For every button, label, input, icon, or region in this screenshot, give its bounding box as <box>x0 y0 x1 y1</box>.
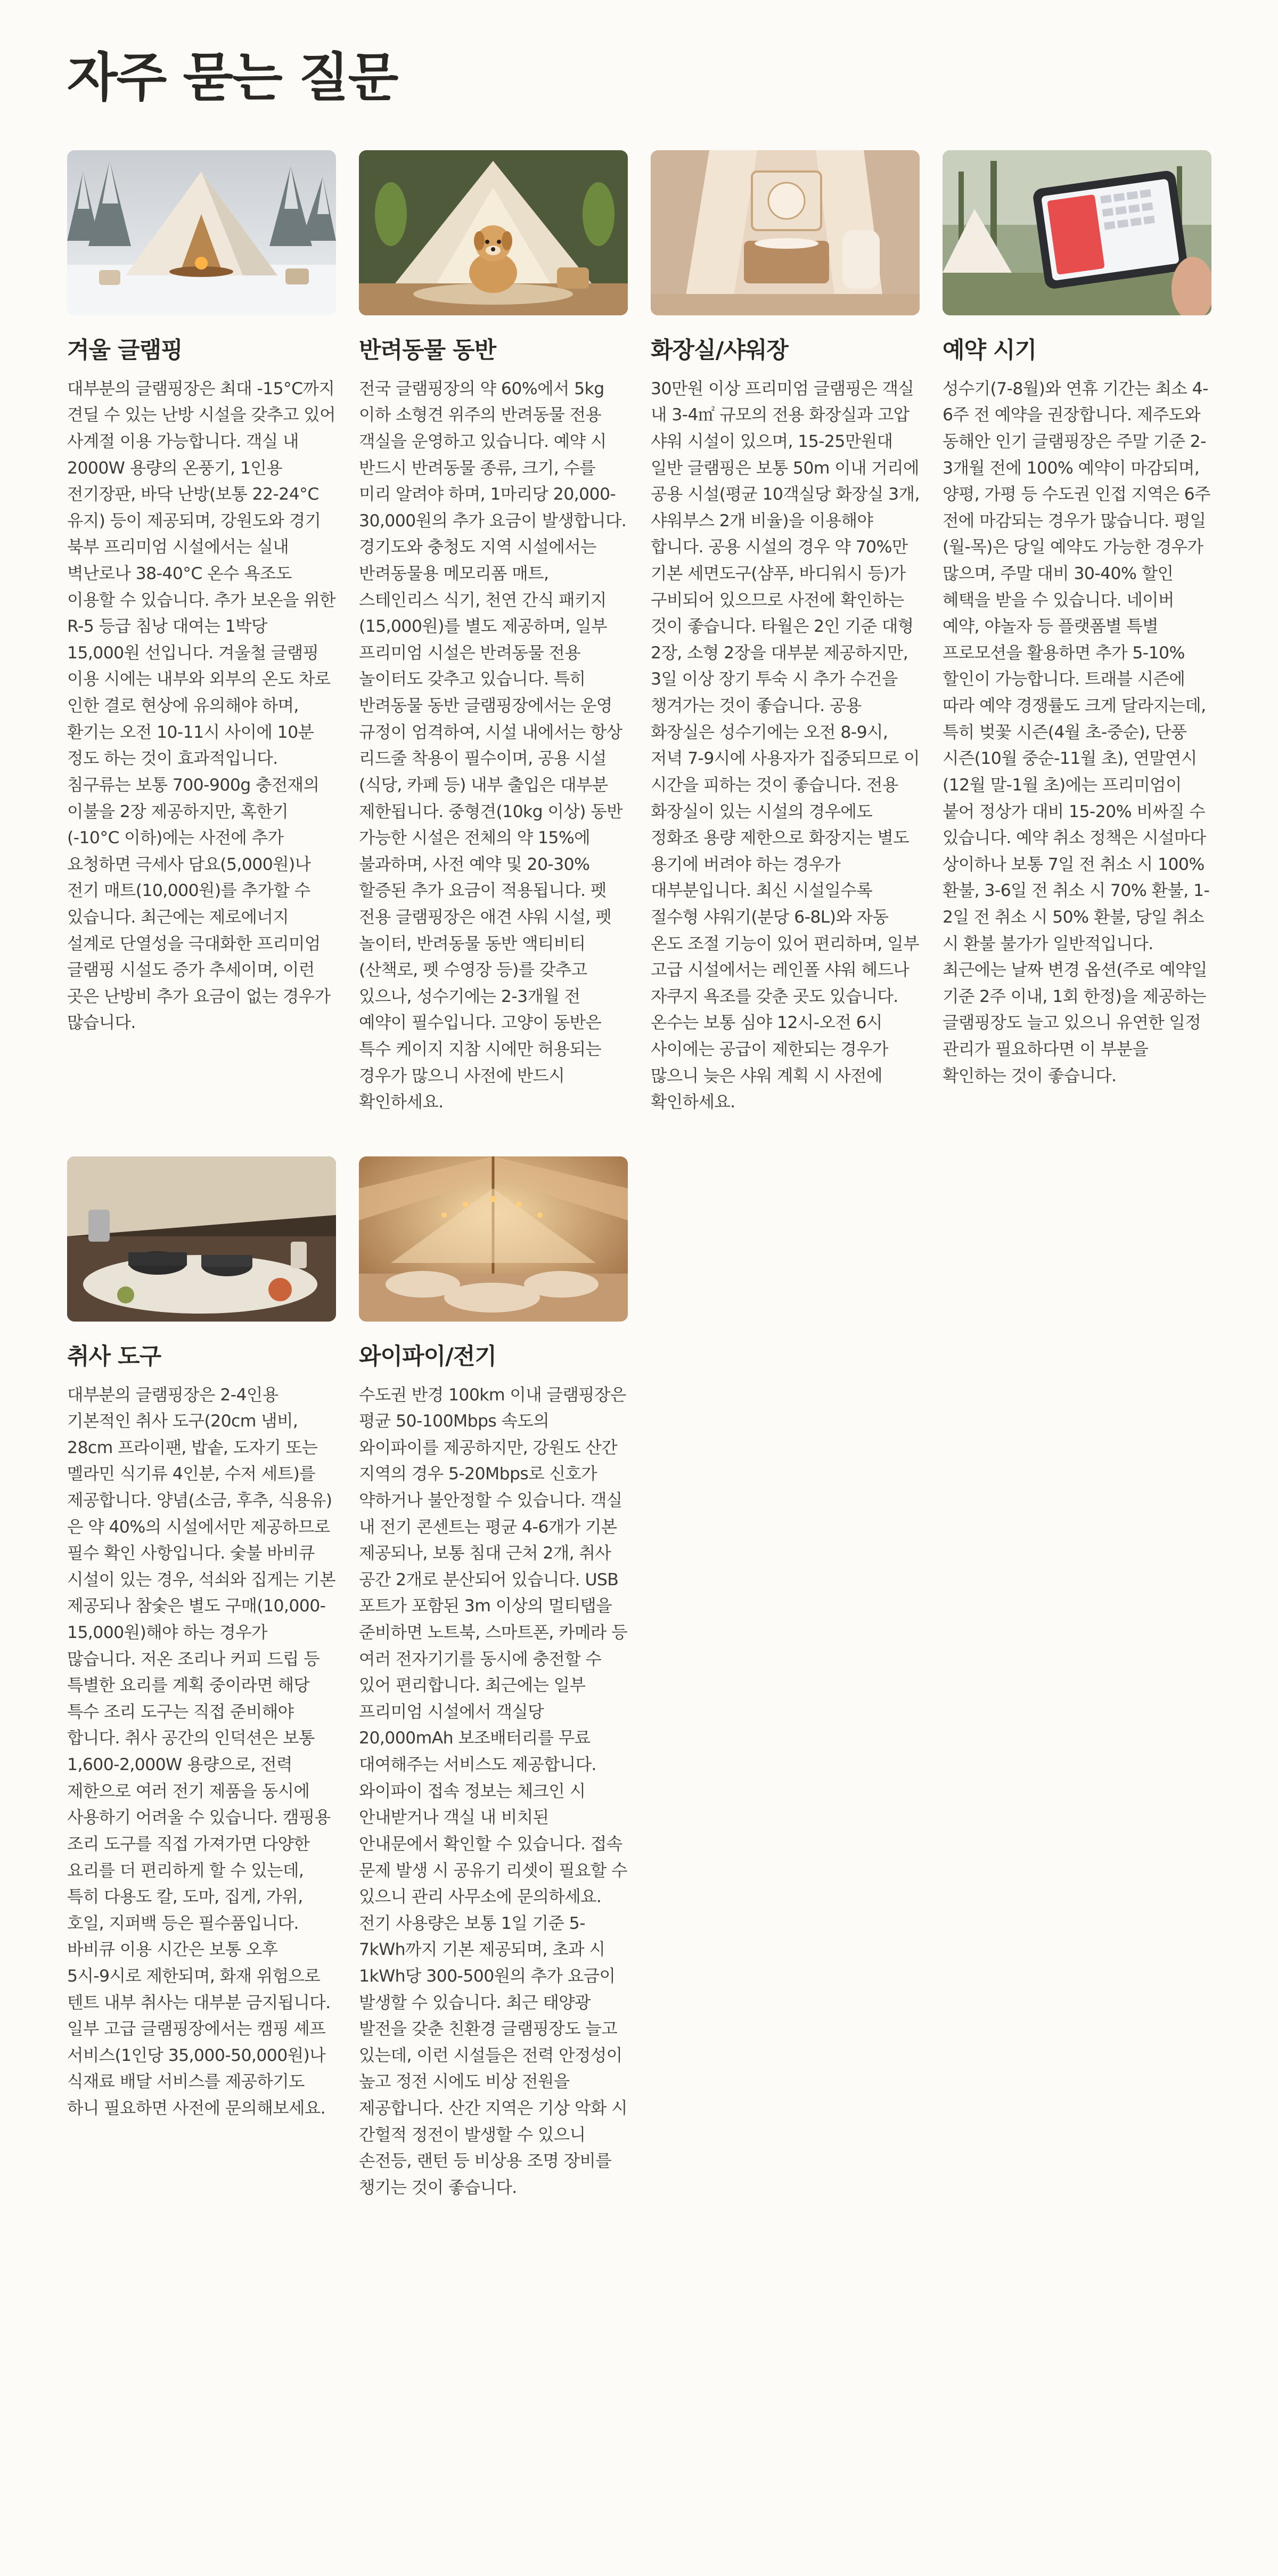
winter-tent-illustration <box>67 150 336 315</box>
cookware-image <box>67 1156 336 1322</box>
faq-body: 성수기(7-8월)와 연휴 기간는 최소 4-6주 전 예약을 권장합니다. 제주도와 동해안 인기 글램핑장은 주말 기준 2-3개월 전에 100% 예약이 마감되며, 양평, 가평 등 수도권 인접 지역은 6주 전에 마감되는 경우가 많습니다. 평일(월-목)은 당일 예약도 가능한 경우가 많으며, 주말 대비 30-40% 할인 혜택을 받을 수 있습니다. 네이버 예약, 야놀자 등 플랫폼별 특별 프로모션을 활용하면 추가 5-10% 할인이 가능합니다. 트래블 시즌에 따라 예약 경쟁률도 크게 달라지는데, 특히 벚꽃 시즌(4월 초-중순), 단풍 시즌(10월 중순-11월 초), 연말연시(12월 말-1월 초)에는 프리미엄이 붙어 정상가 대비 15-20% 비싸질 수 있습니다. 예약 취소 정책은 시설마다 상이하나 보통 7일 전 취소 시 100% 환불, 3-6일 전 취소 시 70% 환불, 1-2일 전 취소 시 50% 환불, 당일 취소 시 환불 불가가 일반적입니다. 최근에는 날짜 변경 옵션(주로 예약일 기준 2주 이내, 1회 한정)을 제공하는 글램핑장도 늘고 있으니 유연한 일정 관리가 필요하다면 이 부분을 확인하는 것이 좋습니다. <box>943 379 1210 1086</box>
dog-in-tent-image <box>359 150 628 315</box>
tent-interior-illustration <box>359 1156 628 1322</box>
bathroom-image <box>651 150 920 315</box>
faq-grid <box>67 150 1212 2201</box>
faq-card-cookware <box>67 1156 336 2202</box>
faq-card-booking <box>943 150 1211 1116</box>
faq-card-winter <box>67 150 336 1116</box>
faq-card-wifi <box>359 1156 628 2202</box>
faq-body: 대부분의 글램핑장은 최대 -15°C까지 견딜 수 있는 난방 시설을 갖추고 있어 사계절 이용 가능합니다. 객실 내 2000W 용량의 온풍기, 1인용 전기장판, 바닥 난방(보통 22-24°C 유지) 등이 제공되며, 강원도와 경기 북부 프리미엄 시설에서는 실내 벽난로나 38-40°C 온수 욕조도 이용할 수 있습니다. 추가 보온을 위한 R-5 등급 침낭 대여는 1박당 15,000원 선입니다. 겨울철 글램핑 이용 시에는 내부와 외부의 온도 차로 인한 결로 현상에 유의해야 하며, 환기는 오전 10-11시 사이에 10분 정도 하는 것이 효과적입니다. 침구류는 보통 700-900g 충전재의 이불을 2장 제공하지만, 혹한기(-10°C 이하)에는 사전에 추가 요청하면 극세사 담요(5,000원)나 전기 매트(10,000원)를 추가할 수 있습니다. 최근에는 제로에너지 설계로 단열성을 극대화한 프리미엄 글램핑 시설도 증가 추세이며, 이런 곳은 난방비 추가 요금이 없는 경우가 많습니다. <box>67 379 335 1033</box>
booking-tablet-illustration <box>943 150 1211 315</box>
faq-title: 예약 시기 <box>943 337 1037 364</box>
faq-title: 취사 도구 <box>67 1343 161 1370</box>
faq-card-bathroom <box>651 150 920 1116</box>
faq-title: 와이파이/전기 <box>359 1343 496 1370</box>
faq-title: 겨울 글램핑 <box>67 337 183 364</box>
winter-tent-image <box>67 150 336 315</box>
faq-body: 수도권 반경 100km 이내 글램핑장은 평균 50-100Mbps 속도의 와이파이를 제공하지만, 강원도 산간 지역의 경우 5-20Mbps로 신호가 약하거나 불안정할 수 있습니다. 객실 내 전기 콘센트는 평균 4-6개가 기본 제공되나, 보통 침대 근처 2개, 취사 공간 2개로 분산되어 있습니다. USB 포트가 포함된 3m 이상의 멀티탭을 준비하면 노트북, 스마트폰, 카메라 등 여러 전자기기를 동시에 충전할 수 있어 편리합니다. 최근에는 일부 프리미엄 시설에서 객실당 20,000mAh 보조배터리를 무료 대여해주는 서비스도 제공합니다. 와이파이 접속 정보는 체크인 시 안내받거나 객실 내 비치된 안내문에서 확인할 수 있습니다. 접속 문제 발생 시 공유기 리셋이 필요할 수 있으니 관리 사무소에 문의하세요. 전기 사용량은 보통 1일 기준 5-7kWh까지 기본 제공되며, 초과 시 1kWh당 300-500원의 추가 요금이 발생할 수 있습니다. 최근 태양광 발전을 갖춘 친환경 글램핑장도 늘고 있는데, 이런 시설들은 전력 안정성이 높고 정전 시에도 비상 전원을 제공합니다. 산간 지역은 기상 악화 시 간헐적 정전이 발생할 수 있으니 손전등, 랜턴 등 비상용 조명 장비를 챙기는 것이 좋습니다. <box>359 1385 627 2197</box>
booking-tablet-image <box>943 150 1211 315</box>
bathroom-illustration <box>651 150 920 315</box>
faq-body: 대부분의 글램핑장은 2-4인용 기본적인 취사 도구(20cm 냄비, 28cm 프라이팬, 밥솥, 도자기 또는 멜라민 식기류 4인분, 수저 세트)를 제공합니다. 양념(소금, 후추, 식용유)은 약 40%의 시설에서만 제공하므로 필수 확인 사항입니다. 숯불 바비큐 시설이 있는 경우, 석쇠와 집게는 기본 제공되나 참숯은 별도 구매(10,000-15,000원)해야 하는 경우가 많습니다. 저온 조리나 커피 드립 등 특별한 요리를 계획 중이라면 해당 특수 조리 도구는 직접 준비해야 합니다. 취사 공간의 인덕션은 보통 1,600-2,000W 용량으로, 전력 제한으로 여러 전기 제품을 동시에 사용하기 어려울 수 있습니다. 캠핑용 조리 도구를 직접 가져가면 다양한 요리를 더 편리하게 할 수 있는데, 특히 다용도 칼, 도마, 집게, 가위, 호일, 지퍼백 등은 필수품입니다. 바비큐 이용 시간은 보통 오후 5시-9시로 제한되며, 화재 위험으로 텐트 내부 취사는 대부분 금지됩니다. 일부 고급 글램핑장에서는 캠핑 셰프 서비스(1인당 35,000-50,000원)나 식재료 배달 서비스를 제공하기도 하니 필요하면 사전에 문의해보세요. <box>67 1385 335 2118</box>
faq-body: 전국 글램핑장의 약 60%에서 5kg 이하 소형견 위주의 반려동물 전용 객실을 운영하고 있습니다. 예약 시 반드시 반려동물 종류, 크기, 수를 미리 알려야 하며, 1마리당 20,000-30,000원의 추가 요금이 발생합니다. 경기도와 충청도 지역 시설에서는 반려동물용 메모리폼 매트, 스테인리스 식기, 천연 간식 패키지(15,000원)를 별도 제공하며, 일부 프리미엄 시설은 반려동물 전용 놀이터도 갖추고 있습니다. 특히 반려동물 동반 글램핑장에서는 운영 규정이 엄격하여, 시설 내에서는 항상 리드줄 착용이 필수이며, 공용 시설(식당, 카페 등) 내부 출입은 대부분 제한됩니다. 중형견(10kg 이상) 동반 가능한 시설은 전체의 약 15%에 불과하며, 사전 예약 및 20-30% 할증된 추가 요금이 적용됩니다. 펫 전용 글램핑장은 애견 샤워 시설, 펫 놀이터, 반려동물 동반 액티비티(산책로, 펫 수영장 등)를 갖추고 있으나, 성수기에는 2-3개월 전 예약이 필수입니다. 고양이 동반은 특수 케이지 지참 시에만 허용되는 경우가 많으니 사전에 반드시 확인하세요. <box>359 379 627 1112</box>
cookware-illustration <box>67 1156 336 1322</box>
faq-title: 반려동물 동반 <box>359 337 496 364</box>
faq-body: 30만원 이상 프리미엄 글램핑은 객실 내 3-4㎡ 규모의 전용 화장실과 고압 샤워 시설이 있으며, 15-25만원대 일반 글램핑은 보통 50m 이내 거리에 공용 시설(평균 10객실당 화장실 3개, 샤워부스 2개 비율)을 이용해야 합니다. 공용 시설의 경우 약 70%만 기본 세면도구(샴푸, 바디워시 등)가 구비되어 있으므로 사전에 확인하는 것이 좋습니다. 타월은 2인 기준 대형 2장, 소형 2장을 대부분 제공하지만, 3일 이상 장기 투숙 시 추가 수건을 챙겨가는 것이 좋습니다. 공용 화장실은 성수기에는 오전 8-9시, 저녁 7-9시에 사용자가 집중되므로 이 시간을 피하는 것이 좋습니다. 전용 화장실이 있는 시설의 경우에도 정화조 용량 제한으로 화장지는 별도 용기에 버려야 하는 경우가 대부분입니다. 최신 시설일수록 절수형 샤워기(분당 6-8L)와 자동 온도 조절 기능이 있어 편리하며, 일부 고급 시설에서는 레인폴 샤워 헤드나 자쿠지 욕조를 갖춘 곳도 있습니다. 온수는 보통 심야 12시-오전 6시 사이에는 공급이 제한되는 경우가 많으니 늦은 샤워 계획 시 사전에 확인하세요. <box>651 379 920 1112</box>
page-title: 자주 묻는 질문 <box>67 47 398 108</box>
faq-card-pet <box>359 150 628 1116</box>
tent-interior-image <box>359 1156 628 1322</box>
dog-tent-illustration <box>359 150 628 315</box>
faq-title: 화장실/샤워장 <box>651 337 788 364</box>
